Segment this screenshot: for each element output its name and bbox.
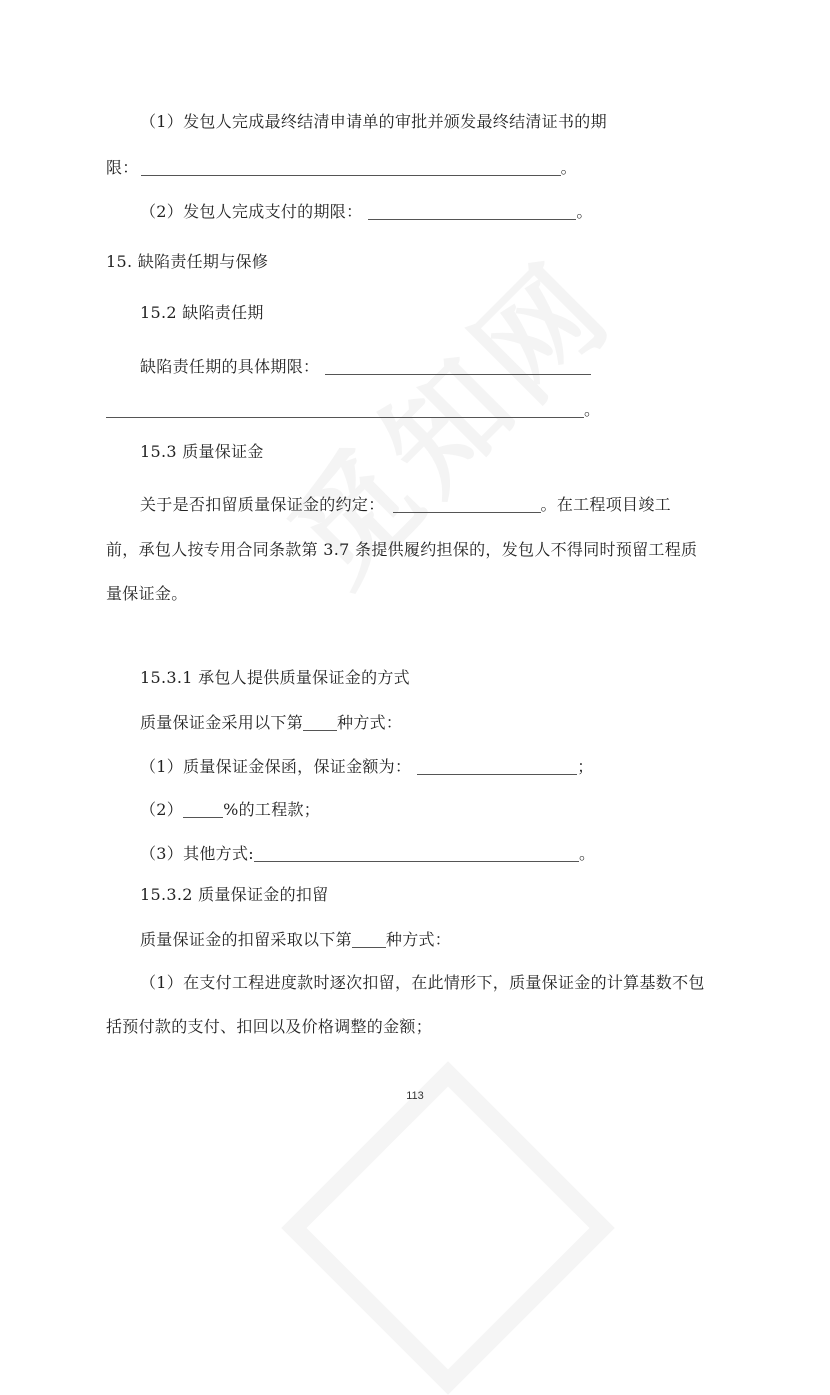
clause-text: 缺陷责任期的具体期限：: [140, 357, 320, 376]
clause-line: [140, 202, 593, 222]
heading-text: 15.3 质量保证金: [140, 442, 264, 461]
fill-in-blank-final-settlement-period[interactable]: [141, 159, 561, 176]
clause-text: 。: [584, 400, 601, 419]
section-heading-15: [106, 252, 268, 272]
watermark-logo-icon: [281, 1061, 615, 1395]
clause-line: [140, 930, 451, 950]
clause-line: [140, 112, 607, 132]
clause-line: [140, 495, 671, 515]
clause-text: 种方式：: [337, 713, 403, 732]
clause-line: [140, 713, 402, 733]
clause-text: 。: [578, 844, 596, 863]
clause-line: [140, 800, 320, 820]
section-heading-15-2: [140, 303, 264, 323]
heading-text: 15.2 缺陷责任期: [140, 303, 264, 322]
page-number: 113: [406, 1090, 424, 1102]
clause-line: [106, 540, 697, 560]
clause-text: （3）其他方式:: [140, 844, 254, 863]
clause-text: （2）发包人完成支付的期限：: [140, 202, 363, 221]
clause-text: 种方式：: [385, 930, 452, 949]
fill-in-blank-retention-method-number[interactable]: [352, 931, 386, 948]
heading-text: 15.3.1 承包人提供质量保证金的方式: [140, 668, 410, 687]
fill-in-blank-percentage[interactable]: [183, 801, 223, 818]
clause-text: 质量保证金采用以下第: [140, 713, 304, 732]
clause-text: 质量保证金的扣留采取以下第: [140, 930, 352, 949]
heading-text: 15.3.2 质量保证金的扣留: [140, 885, 329, 904]
clause-line: [106, 584, 188, 604]
clause-text: 限：: [106, 158, 139, 177]
fill-in-blank-defect-period[interactable]: [325, 358, 591, 375]
clause-text: 括预付款的支付、扣回以及价格调整的金额；: [106, 1017, 433, 1036]
clause-text: 。: [576, 202, 593, 221]
clause-line: [106, 400, 600, 420]
clause-text: %的工程款；: [223, 800, 321, 819]
clause-line: [140, 973, 705, 993]
fill-in-blank-method-number[interactable]: [303, 714, 337, 731]
clause-text: 关于是否扣留质量保证金的约定：: [140, 495, 385, 514]
fill-in-blank-guarantee-amount[interactable]: [417, 758, 577, 775]
clause-text: 。在工程项目竣工: [540, 495, 671, 514]
section-heading-15-3-2: [140, 885, 328, 905]
clause-text: （1）发包人完成最终结清申请单的审批并颁发最终结清证书的期: [140, 112, 607, 131]
clause-text: （1）质量保证金保函，保证金额为：: [140, 757, 412, 776]
clause-line: [106, 158, 577, 178]
fill-in-blank-retention-agreement[interactable]: [393, 496, 541, 513]
clause-text: （2）: [140, 800, 184, 819]
clause-line: [106, 1017, 432, 1037]
heading-text: 15. 缺陷责任期与保修: [106, 252, 269, 271]
section-heading-15-3-1: [140, 668, 410, 688]
clause-text: 。: [560, 158, 577, 177]
clause-line: [140, 757, 594, 777]
fill-in-blank-defect-period-cont[interactable]: [106, 401, 584, 418]
fill-in-blank-payment-period[interactable]: [368, 203, 576, 220]
section-heading-15-3: [140, 442, 264, 462]
clause-line: [140, 844, 595, 864]
clause-line: [140, 357, 591, 377]
clause-text: 前，承包人按专用合同条款第 3.7 条提供履约担保的，发包人不得同时预留工程质: [106, 540, 698, 559]
clause-text: （1）在支付工程进度款时逐次扣留，在此情形下，质量保证金的计算基数不包: [140, 973, 705, 992]
clause-text: ；: [577, 757, 594, 776]
fill-in-blank-other-method[interactable]: [254, 845, 579, 862]
clause-text: 量保证金。: [106, 584, 188, 603]
